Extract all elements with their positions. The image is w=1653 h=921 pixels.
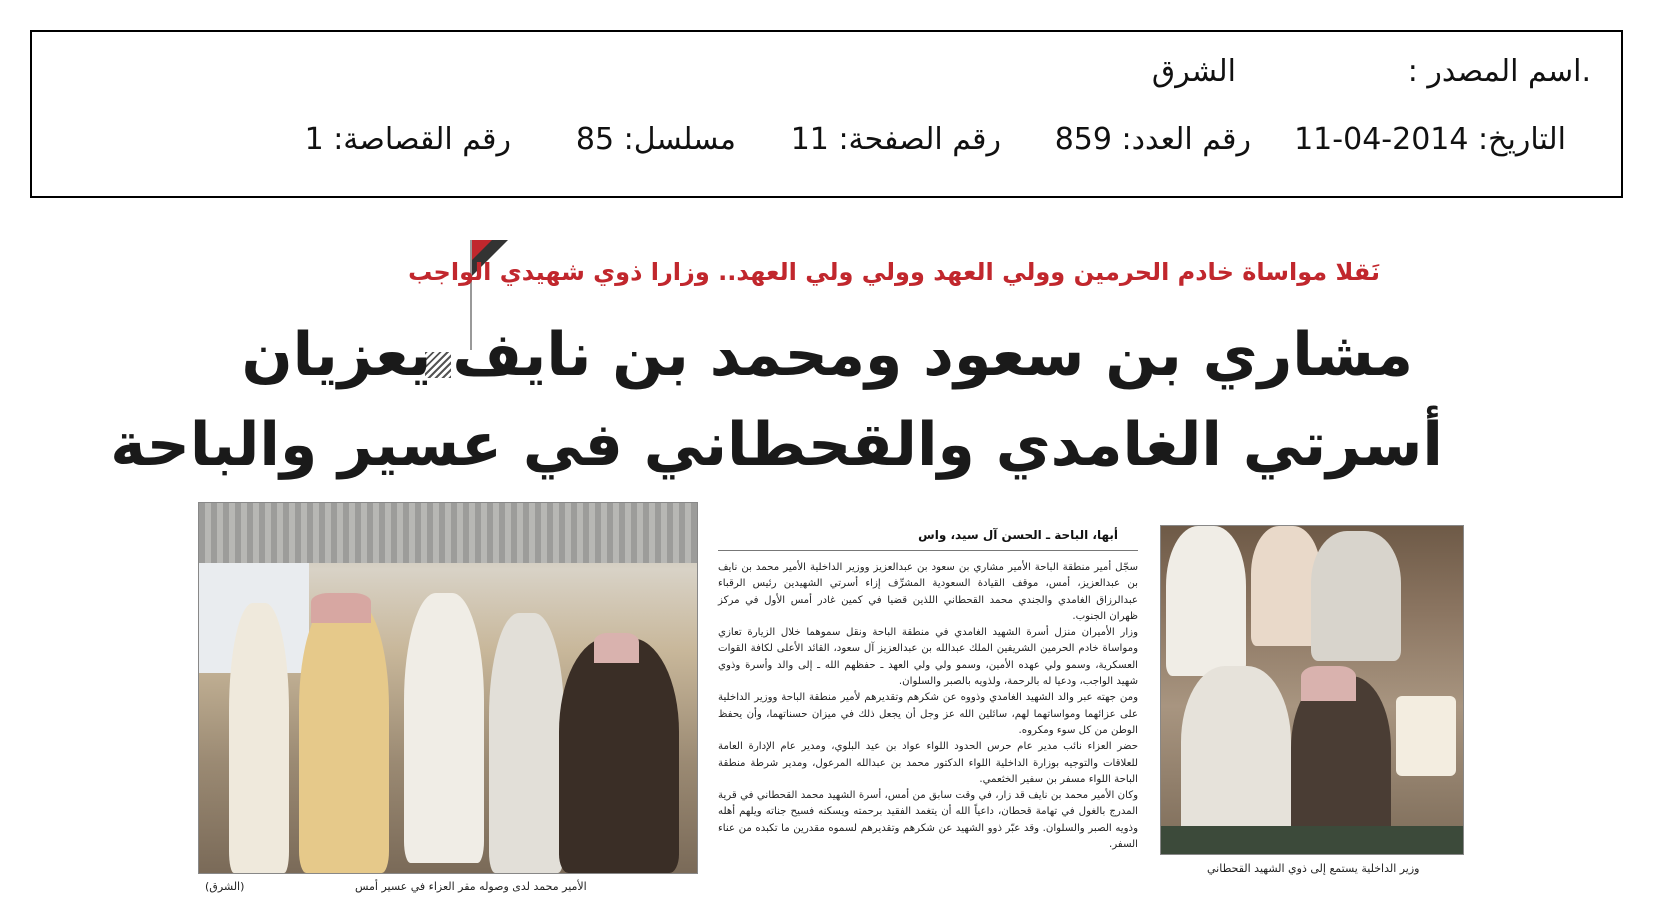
photo-headscarf: [311, 593, 371, 623]
photo-figure: [404, 593, 484, 863]
serial-number-field: مسلسل: 85: [575, 122, 736, 157]
clip-number-field: رقم القصاصة: 1: [304, 122, 511, 157]
photo-minister-listening: [1160, 525, 1464, 855]
photo-foreground: [1161, 826, 1463, 854]
photo-figure: [1166, 526, 1246, 676]
article-body: [718, 560, 1138, 853]
article-byline: أبها، الباحة ـ الحسن آل سيد، واس: [918, 528, 1118, 542]
photo-condolence-arrival: [198, 502, 698, 874]
article-paragraph: وزار الأميران منزل أسرة الشهيد الغامدي في منطقة الباحة ونقل سموهما خلال الزيارة تعازي ومواساة خادم الحرمين الشريفين الملك عبدالله بن عبدالعزيز آل سعود، القائد الأعلى لكافة القوات العسكرية، وسمو ولي عهده الأمين، وسمو ولي ولي العهد ـ حفظهم الله ـ إلى والد وأسرة وذوي شهيد الواجب، ودعيا له بالرحمة، ولذويه بالصبر والسلوان.: [718, 627, 1138, 688]
photo-figure: [229, 603, 289, 873]
kicker-bar: [408, 240, 1450, 300]
byline-rule: [718, 550, 1138, 551]
photo-figure: [489, 613, 564, 873]
article-paragraph: سجّل أمير منطقة الباحة الأمير مشاري بن سعود بن عبدالعزيز ووزير الداخلية الأمير محمد بن نايف بن عبدالعزيز، أمس، موقف القيادة السعودية المشرِّف إزاء أسرتي الشهيدين رئيس الرقباء عبدالرزاق الغامدي والجندي محمد القحطاني اللذين قضيا في كمين غادر أمس الأول في مركز ظهران الجنوب.: [718, 562, 1138, 622]
article-paragraph: وكان الأمير محمد بن نايف قد زار، في وقت سابق من أمس، أسرة الشهيد محمد القحطاني في قرية المدرج بالغول في تهامة قحطان، داعياً الله أن يتغمد الفقيد برحمته ويسكنه فسيح جناته ويلهم أهله وذويه الصبر والسلوان. وقد عبّر ذوو الشهيد عن شكرهم وتقديرهم لسموه مقدرين ما تكبده من عناء السفر.: [718, 790, 1138, 851]
photo-figure: [299, 598, 389, 873]
photo-credit: (الشرق): [205, 880, 245, 893]
page-number-field: رقم الصفحة: 11: [790, 122, 1001, 157]
article-paragraph: ومن جهته عبر والد الشهيد الغامدي وذووه عن شكرهم وتقديرهم لأمير منطقة الباحة ووزير الداخلية على عزائهما ومواساتهما لهم، سائلين الله عز وجل أن يجعل ذلك في ميزان حسناتهما، وأن يحفظ الوطن من كل سوء ومكروه.: [718, 692, 1138, 736]
clipping-metadata-box: [30, 30, 1623, 198]
photo-figure: [1311, 531, 1401, 661]
issue-number-field: رقم العدد: 859: [1054, 122, 1251, 157]
date-field: التاريخ: 2014-04-11: [1294, 122, 1566, 157]
photo-chair: [1396, 696, 1456, 776]
photo-figure: [559, 638, 679, 873]
article-paragraph: حضر العزاء نائب مدير عام حرس الحدود اللواء عواد بن عيد البلوي، ومدير عام الإدارة العامة للعلاقات والتوجيه بوزارة الداخلية اللواء الدكتور محمد بن عبدالله المرعول، ومدير شرطة منطقة الباحة اللواء مسفر بن سفير الخثعمي.: [718, 741, 1138, 785]
source-value: الشرق: [1151, 54, 1236, 89]
headline-line-1: مشاري بن سعود ومحمد بن نايف يعزيان: [241, 320, 1413, 390]
headline-line-2: أسرتي الغامدي والقحطاني في عسير والباحة: [110, 410, 1443, 480]
photo-roof: [199, 503, 697, 563]
photo-headscarf: [594, 633, 639, 663]
caption-right-photo: وزير الداخلية يستمع إلى ذوي الشهيد القحطاني: [1207, 862, 1420, 875]
caption-left-photo: الأمير محمد لدى وصوله مقر العزاء في عسير أمس: [355, 880, 587, 893]
article-kicker: نَقلا مواساة خادم الحرمين وولي العهد وولي ولي العهد.. وزارا ذوي شهيدي الواجب: [408, 258, 1380, 286]
source-label: .اسم المصدر :: [1407, 54, 1591, 89]
photo-headscarf: [1301, 666, 1356, 701]
